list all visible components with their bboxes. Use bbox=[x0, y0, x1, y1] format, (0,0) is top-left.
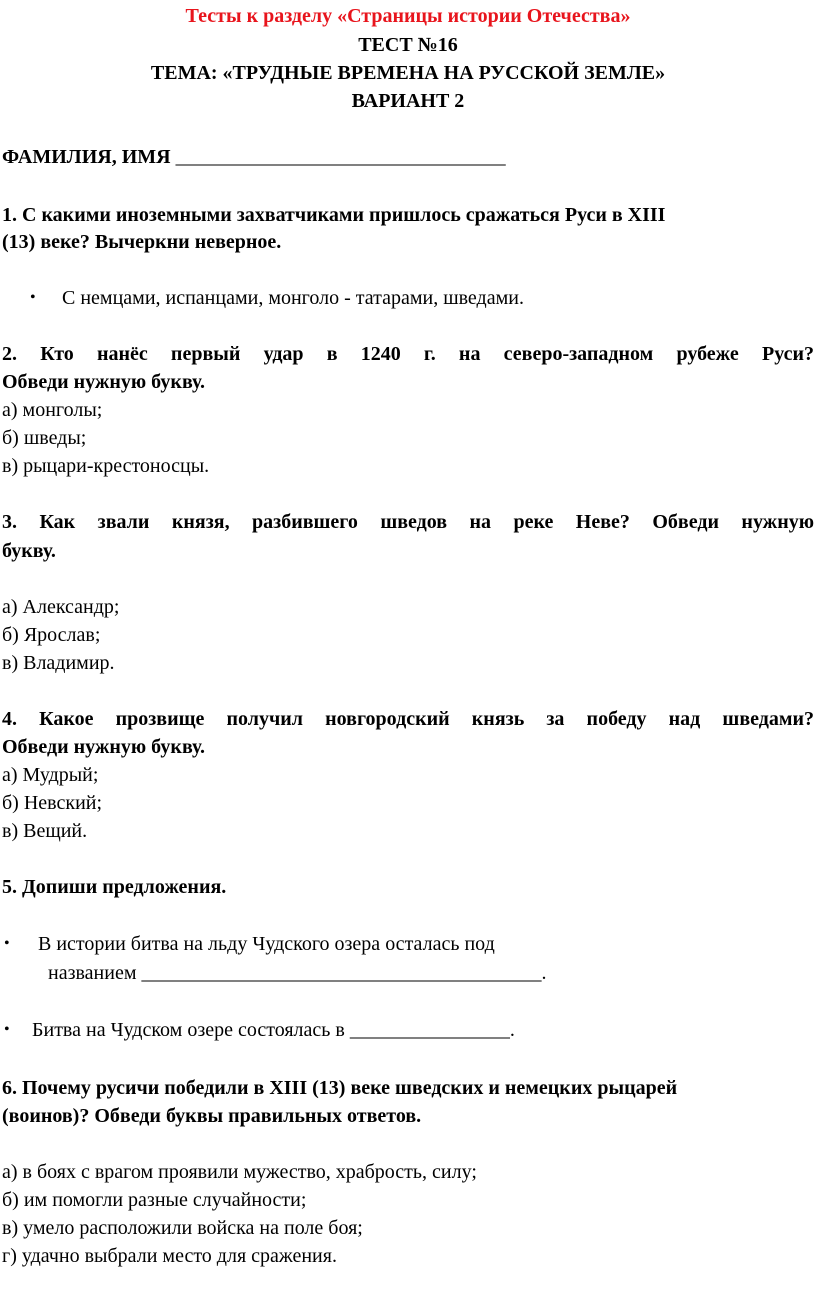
q2-option-b: б) шведы; bbox=[2, 427, 87, 449]
q5-item2: Битва на Чудском озере состоялась в ________________. bbox=[32, 1019, 515, 1041]
q4-option-c: в) Вещий. bbox=[2, 820, 88, 842]
q2-text-line1: 2. Кто нанёс первый удар в 1240 г. на северо-западном рубеже Руси? bbox=[2, 343, 814, 365]
q5-item1-line2: названием ________________________________________. bbox=[48, 962, 547, 984]
q2-option-a: а) монголы; bbox=[2, 399, 103, 421]
q3-text-line2: букву. bbox=[2, 540, 56, 562]
q6-option-a: а) в боях с врагом проявили мужество, храбрость, силу; bbox=[2, 1161, 477, 1183]
bullet-icon: • bbox=[4, 935, 10, 952]
bullet-icon: • bbox=[30, 289, 36, 306]
q6-option-d: г) удачно выбрали место для сражения. bbox=[2, 1245, 337, 1267]
q6-text-line1: 6. Почему русичи победили в XIII (13) веке шведских и немецких рыцарей bbox=[2, 1077, 678, 1099]
q3-option-c: в) Владимир. bbox=[2, 652, 115, 674]
test-topic: ТЕМА: «ТРУДНЫЕ ВРЕМЕНА НА РУССКОЙ ЗЕМЛЕ» bbox=[150, 62, 666, 84]
q2-option-c: в) рыцари-крестоносцы. bbox=[2, 455, 210, 477]
q4-text-line1: 4. Какое прозвище получил новгородский князь за победу над шведами? bbox=[2, 708, 814, 730]
q2-text-line2: Обведи нужную букву. bbox=[2, 371, 206, 393]
q6-text-line2: (воинов)? Обведи буквы правильных ответов. bbox=[2, 1105, 422, 1127]
q6-option-c: в) умело расположили войска на поле боя; bbox=[2, 1217, 363, 1239]
test-variant: ВАРИАНТ 2 bbox=[351, 90, 465, 112]
student-name-field bbox=[2, 143, 506, 171]
q5-title: 5. Допиши предложения. bbox=[2, 876, 227, 898]
bullet-icon: • bbox=[4, 1021, 10, 1038]
q1-text-line1: 1. С какими иноземными захватчиками пришлось сражаться Руси в XIII bbox=[2, 204, 666, 226]
q3-option-a: а) Александр; bbox=[2, 596, 120, 618]
q5-item1-line1: В истории битва на льду Чудского озера осталась под bbox=[38, 933, 495, 955]
test-number: ТЕСТ №16 bbox=[358, 34, 458, 56]
student-name-blank: _________________________________ bbox=[175, 146, 506, 168]
series-title: Тесты к разделу «Страницы истории Отечества» bbox=[185, 5, 631, 27]
q4-option-a: а) Мудрый; bbox=[2, 764, 99, 786]
q4-text-line2: Обведи нужную букву. bbox=[2, 736, 206, 758]
q1-item: С немцами, испанцами, монголо - татарами, шведами. bbox=[62, 287, 524, 309]
q1-text-line2: (13) веке? Вычеркни неверное. bbox=[2, 231, 282, 253]
student-name-label: ФАМИЛИЯ, ИМЯ bbox=[2, 146, 171, 168]
q6-option-b: б) им помогли разные случайности; bbox=[2, 1189, 307, 1211]
q4-option-b: б) Невский; bbox=[2, 792, 103, 814]
q3-option-b: б) Ярослав; bbox=[2, 624, 101, 646]
q3-text-line1: 3. Как звали князя, разбившего шведов на реке Неве? Обведи нужную bbox=[2, 511, 814, 533]
